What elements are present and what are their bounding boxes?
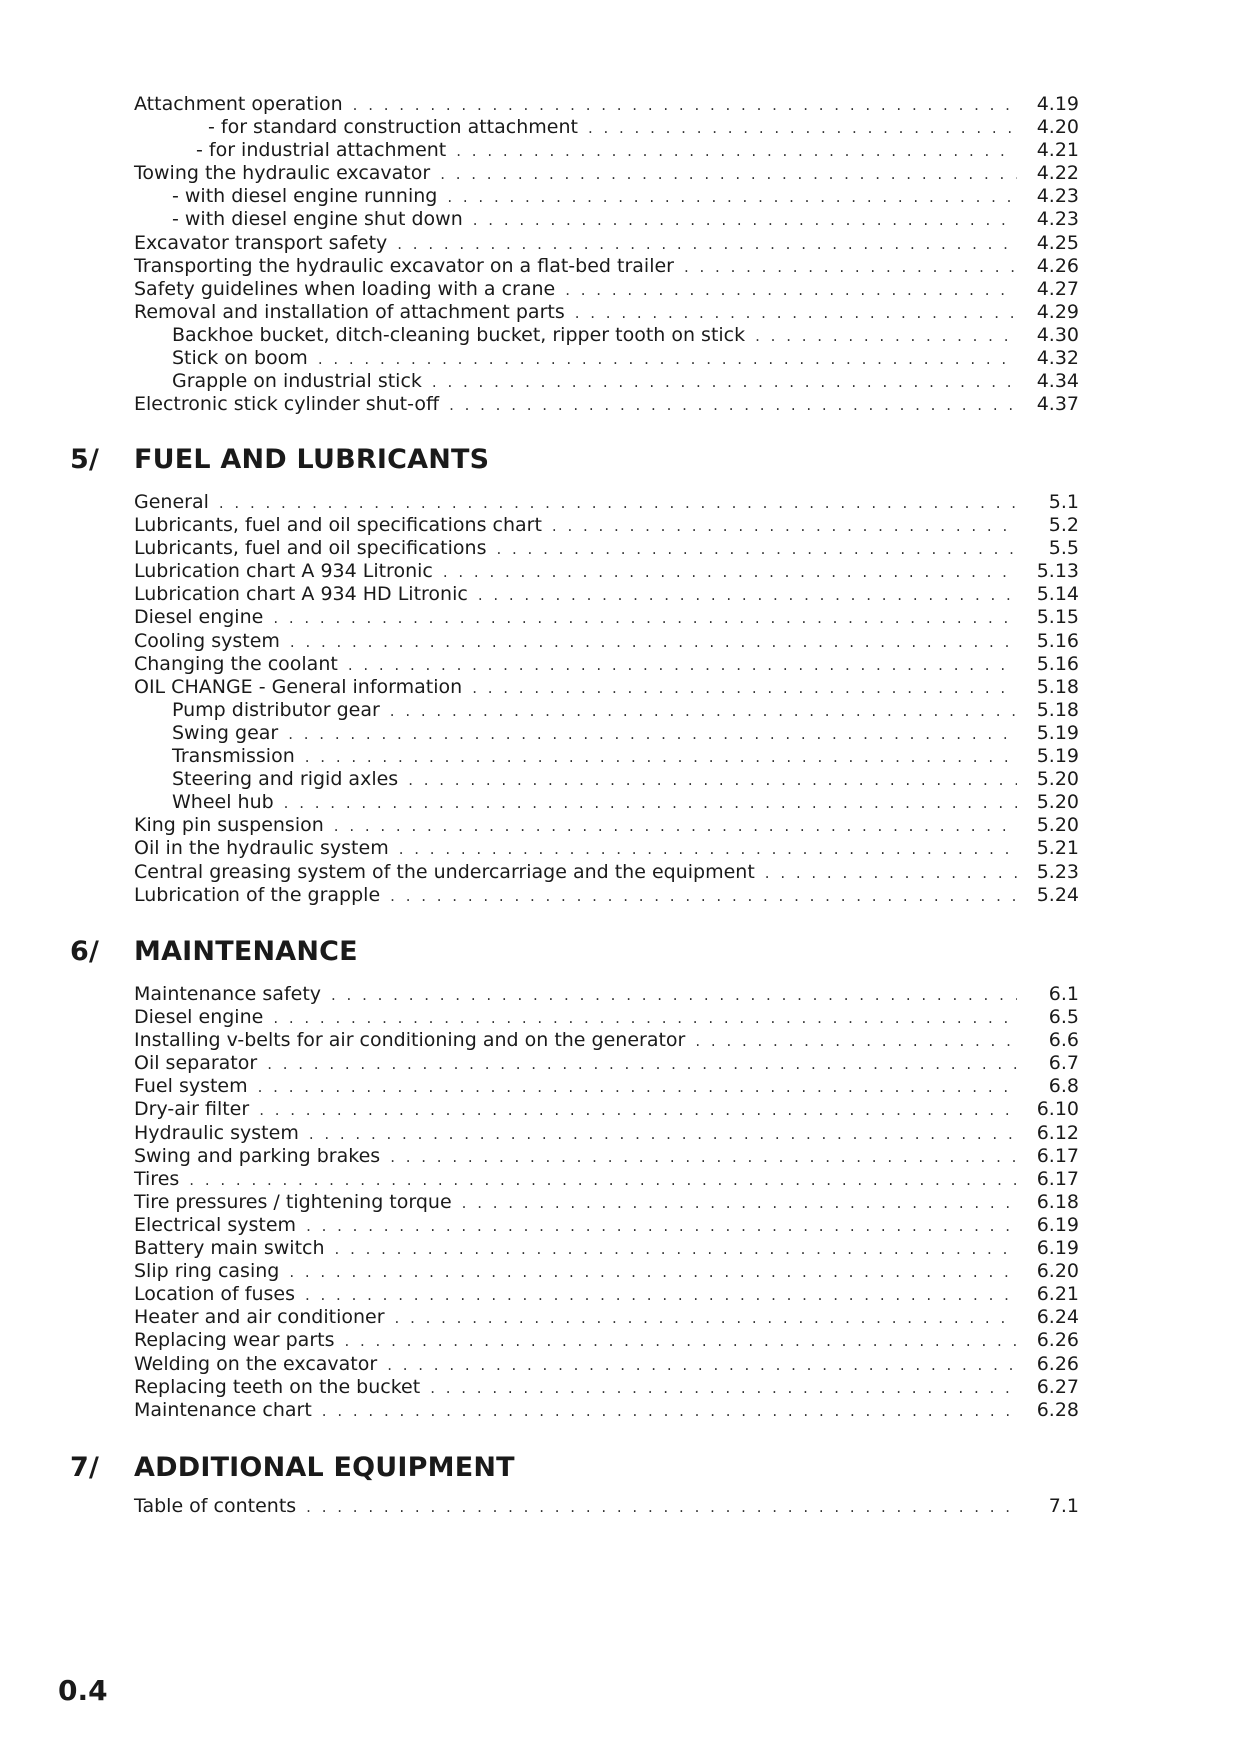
dot-leader bbox=[305, 1284, 1017, 1307]
toc-entry bbox=[134, 791, 1079, 814]
dot-leader bbox=[306, 1215, 1017, 1238]
toc-entry-title: Diesel engine bbox=[134, 1006, 264, 1029]
dot-leader bbox=[408, 769, 1017, 792]
dot-leader bbox=[387, 1354, 1017, 1377]
toc-entry-title: Excavator transport safety bbox=[134, 231, 388, 254]
toc-entry-title: - with diesel engine shut down bbox=[172, 208, 463, 231]
toc-entry-title: - for standard construction attachment bbox=[208, 116, 578, 139]
dot-leader bbox=[397, 233, 1017, 256]
toc-entry-title: Slip ring casing bbox=[134, 1260, 280, 1283]
toc-entry-title: Grapple on industrial stick bbox=[172, 370, 422, 393]
toc-section-5 bbox=[134, 491, 1079, 907]
toc-entry-page: 5.18 bbox=[1036, 675, 1079, 698]
toc-entry-title: Oil separator bbox=[134, 1052, 258, 1075]
dot-leader bbox=[432, 371, 1017, 394]
toc-entry-title: Installing v-belts for air conditioning and on the generator bbox=[134, 1029, 686, 1052]
toc-entry-page: 6.19 bbox=[1036, 1237, 1079, 1260]
toc-entry-title: Lubrication chart A 934 HD Litronic bbox=[134, 583, 468, 606]
dot-leader bbox=[456, 140, 1017, 163]
dot-leader bbox=[331, 984, 1017, 1007]
toc-entry bbox=[134, 162, 1079, 185]
toc-entry bbox=[134, 1399, 1079, 1422]
toc-entry-title: Fuel system bbox=[134, 1075, 248, 1098]
dot-leader bbox=[552, 515, 1017, 538]
dot-leader bbox=[284, 792, 1017, 815]
toc-entry bbox=[134, 537, 1079, 560]
toc-entry bbox=[134, 1006, 1079, 1029]
toc-entry-page: 4.30 bbox=[1036, 323, 1079, 346]
toc-entry-page: 6.8 bbox=[1048, 1075, 1079, 1098]
section-number: 7/ bbox=[70, 1452, 100, 1483]
section-number: 6/ bbox=[70, 936, 100, 967]
dot-leader bbox=[348, 654, 1017, 677]
dot-leader bbox=[189, 1169, 1017, 1192]
toc-entry-page: 6.26 bbox=[1036, 1352, 1079, 1375]
toc-entry bbox=[134, 699, 1079, 722]
toc-entry-page: 5.20 bbox=[1036, 768, 1079, 791]
dot-leader bbox=[344, 1330, 1017, 1353]
toc-entry-title: Backhoe bucket, ditch-cleaning bucket, ripper tooth on stick bbox=[172, 323, 746, 346]
toc-entry-page: 5.19 bbox=[1036, 721, 1079, 744]
toc-entry-page: 4.21 bbox=[1036, 139, 1079, 162]
dot-leader bbox=[259, 1099, 1017, 1122]
toc-entry bbox=[134, 1075, 1079, 1098]
toc-entry-title: Maintenance chart bbox=[134, 1398, 312, 1421]
toc-entry bbox=[134, 232, 1079, 255]
toc-entry-page: 6.17 bbox=[1036, 1144, 1079, 1167]
toc-entry-title: Lubrication chart A 934 Litronic bbox=[134, 560, 433, 583]
toc-entry bbox=[134, 1283, 1079, 1306]
toc-entry-page: 5.20 bbox=[1036, 814, 1079, 837]
toc-entry bbox=[134, 722, 1079, 745]
dot-leader bbox=[290, 631, 1017, 654]
toc-entry bbox=[134, 278, 1079, 301]
toc-entry bbox=[134, 1353, 1079, 1376]
toc-entry-page: 6.26 bbox=[1036, 1329, 1079, 1352]
toc-entry-page: 6.18 bbox=[1036, 1190, 1079, 1213]
dot-leader bbox=[755, 325, 1017, 348]
toc-entry-page: 6.10 bbox=[1036, 1098, 1079, 1121]
toc-entry-page: 5.18 bbox=[1036, 698, 1079, 721]
toc-entry-page: 4.23 bbox=[1036, 185, 1079, 208]
toc-entry-title: - for industrial attachment bbox=[196, 139, 447, 162]
toc-entry-page: 5.24 bbox=[1036, 883, 1079, 906]
toc-entry-title: Changing the coolant bbox=[134, 652, 338, 675]
toc-entry bbox=[134, 1329, 1079, 1352]
dot-leader bbox=[430, 1377, 1017, 1400]
toc-entry bbox=[134, 983, 1079, 1006]
dot-leader bbox=[390, 885, 1017, 908]
toc-entry-title: OIL CHANGE - General information bbox=[134, 675, 463, 698]
toc-entry-page: 5.14 bbox=[1036, 583, 1079, 606]
toc-entry-title: Location of fuses bbox=[134, 1283, 295, 1306]
dot-leader bbox=[289, 1261, 1017, 1284]
section-heading-6 bbox=[70, 936, 358, 967]
toc-entry-title: Heater and air conditioner bbox=[134, 1306, 385, 1329]
dot-leader bbox=[267, 1053, 1017, 1076]
toc-entry-page: 6.7 bbox=[1048, 1052, 1079, 1075]
dot-leader bbox=[588, 117, 1017, 140]
dot-leader bbox=[258, 1076, 1017, 1099]
dot-leader bbox=[288, 723, 1017, 746]
toc-entry bbox=[134, 768, 1079, 791]
toc-entry-page: 4.26 bbox=[1036, 254, 1079, 277]
dot-leader bbox=[273, 607, 1017, 630]
toc-entry-title: Battery main switch bbox=[134, 1237, 325, 1260]
toc-entry bbox=[134, 1029, 1079, 1052]
section-number: 5/ bbox=[70, 444, 100, 475]
footer-page-number: 0.4 bbox=[58, 1674, 108, 1707]
toc-entry-page: 5.19 bbox=[1036, 745, 1079, 768]
toc-entry-title: Replacing wear parts bbox=[134, 1329, 335, 1352]
dot-leader bbox=[440, 163, 1017, 186]
section-heading-7 bbox=[70, 1452, 515, 1483]
toc-entry-title: Stick on boom bbox=[172, 347, 308, 370]
toc-entry-title: Maintenance safety bbox=[134, 983, 322, 1005]
toc-entry-page: 5.13 bbox=[1036, 560, 1079, 583]
toc-entry-page: 5.23 bbox=[1036, 860, 1079, 883]
dot-leader bbox=[684, 256, 1017, 279]
toc-entry-page: 6.1 bbox=[1048, 983, 1079, 1005]
toc-entry-page: 6.28 bbox=[1036, 1398, 1079, 1421]
dot-leader bbox=[496, 538, 1017, 561]
dot-leader bbox=[306, 1496, 1017, 1519]
toc-entry bbox=[134, 814, 1079, 837]
toc-entry bbox=[134, 884, 1079, 907]
toc-entry-page: 5.20 bbox=[1036, 791, 1079, 814]
toc-entry-title: Safety guidelines when loading with a crane bbox=[134, 277, 556, 300]
toc-entry bbox=[134, 491, 1079, 514]
toc-section-7 bbox=[134, 1495, 1079, 1518]
toc-entry-page: 6.6 bbox=[1048, 1029, 1079, 1052]
dot-leader bbox=[695, 1030, 1017, 1053]
toc-entry-title: Tire pressures / tightening torque bbox=[134, 1190, 452, 1213]
toc-entry bbox=[134, 393, 1079, 416]
toc-entry bbox=[134, 676, 1079, 699]
toc-entry-page: 4.22 bbox=[1036, 162, 1079, 185]
dot-leader bbox=[390, 700, 1017, 723]
toc-entry-page: 5.15 bbox=[1036, 606, 1079, 629]
toc-entry bbox=[134, 1098, 1079, 1121]
dot-leader bbox=[309, 1123, 1017, 1146]
toc-entry bbox=[134, 1376, 1079, 1399]
toc-entry-title: Dry-air filter bbox=[134, 1098, 250, 1121]
toc-entry-page: 5.16 bbox=[1036, 652, 1079, 675]
toc-section-6 bbox=[134, 983, 1079, 1422]
section-title: MAINTENANCE bbox=[134, 936, 358, 967]
toc-entry bbox=[134, 583, 1079, 606]
toc-entry-page: 4.27 bbox=[1036, 277, 1079, 300]
toc-entry-title: Swing and parking brakes bbox=[134, 1144, 381, 1167]
dot-leader bbox=[353, 94, 1017, 117]
dot-leader bbox=[443, 561, 1017, 584]
toc-entry bbox=[134, 630, 1079, 653]
toc-entry-title: Tires bbox=[134, 1167, 180, 1190]
toc-entry bbox=[134, 1168, 1079, 1191]
toc-entry bbox=[134, 324, 1079, 347]
toc-entry-page: 7.1 bbox=[1048, 1495, 1079, 1517]
dot-leader bbox=[399, 838, 1017, 861]
toc-entry-title: Wheel hub bbox=[172, 791, 274, 814]
dot-leader bbox=[473, 209, 1017, 232]
toc-entry bbox=[134, 347, 1079, 370]
toc-entry bbox=[134, 255, 1079, 278]
dot-leader bbox=[575, 302, 1017, 325]
toc-entry bbox=[134, 745, 1079, 768]
toc-entry bbox=[134, 606, 1079, 629]
toc-entry bbox=[134, 1145, 1079, 1168]
toc-entry-title: Lubricants, fuel and oil specifications bbox=[134, 537, 487, 560]
dot-leader bbox=[478, 584, 1017, 607]
toc-entry bbox=[134, 653, 1079, 676]
dot-leader bbox=[472, 677, 1017, 700]
toc-entry-title: Welding on the excavator bbox=[134, 1352, 378, 1375]
toc-entry bbox=[134, 560, 1079, 583]
toc-entry bbox=[134, 1191, 1079, 1214]
toc-section-4-continued bbox=[134, 93, 1079, 416]
toc-entry bbox=[134, 301, 1079, 324]
section-title: ADDITIONAL EQUIPMENT bbox=[134, 1452, 515, 1483]
toc-entry-title: Lubricants, fuel and oil specifications chart bbox=[134, 514, 542, 537]
toc-entry-page: 5.16 bbox=[1036, 629, 1079, 652]
toc-entry-page: 5.5 bbox=[1048, 537, 1079, 560]
dot-leader bbox=[334, 815, 1017, 838]
section-heading-5 bbox=[70, 444, 489, 475]
toc-entry-page: 5.21 bbox=[1036, 837, 1079, 860]
section-title: FUEL AND LUBRICANTS bbox=[134, 444, 490, 475]
toc-entry-page: 4.25 bbox=[1036, 231, 1079, 254]
toc-entry-page: 4.29 bbox=[1036, 300, 1079, 323]
dot-leader bbox=[765, 862, 1017, 885]
toc-entry-page: 6.24 bbox=[1036, 1306, 1079, 1329]
toc-entry bbox=[134, 1052, 1079, 1075]
toc-entry-page: 4.23 bbox=[1036, 208, 1079, 231]
toc-entry-title: Steering and rigid axles bbox=[172, 768, 399, 791]
toc-entry bbox=[134, 1306, 1079, 1329]
dot-leader bbox=[335, 1238, 1017, 1261]
toc-entry bbox=[134, 208, 1079, 231]
toc-entry-page: 6.20 bbox=[1036, 1260, 1079, 1283]
toc-entry bbox=[134, 116, 1079, 139]
toc-entry-title: King pin suspension bbox=[134, 814, 324, 837]
toc-entry-title: Oil in the hydraulic system bbox=[134, 837, 389, 860]
toc-entry-page: 6.19 bbox=[1036, 1213, 1079, 1236]
toc-entry-page: 4.37 bbox=[1036, 393, 1079, 416]
dot-leader bbox=[447, 186, 1017, 209]
dot-leader bbox=[449, 394, 1017, 417]
toc-entry-page: 4.19 bbox=[1036, 93, 1079, 115]
toc-entry bbox=[134, 93, 1079, 116]
dot-leader bbox=[318, 348, 1017, 371]
toc-entry-title: Lubrication of the grapple bbox=[134, 883, 381, 906]
toc-entry-title: Table of contents bbox=[134, 1495, 297, 1517]
toc-entry-title: - with diesel engine running bbox=[172, 185, 438, 208]
dot-leader bbox=[273, 1007, 1017, 1030]
dot-leader bbox=[219, 492, 1017, 515]
toc-entry-page: 5.1 bbox=[1048, 491, 1079, 513]
toc-entry bbox=[134, 514, 1079, 537]
toc-entry-title: Pump distributor gear bbox=[172, 698, 380, 721]
toc-entry-page: 6.5 bbox=[1048, 1006, 1079, 1029]
toc-entry-page: 4.32 bbox=[1036, 347, 1079, 370]
toc-entry-title: Swing gear bbox=[172, 721, 279, 744]
toc-entry bbox=[134, 1495, 1079, 1518]
dot-leader bbox=[390, 1146, 1017, 1169]
toc-entry-page: 6.27 bbox=[1036, 1375, 1079, 1398]
toc-entry-title: Cooling system bbox=[134, 629, 280, 652]
toc-entry bbox=[134, 1214, 1079, 1237]
toc-entry-title: Replacing teeth on the bucket bbox=[134, 1375, 421, 1398]
toc-entry-page: 6.21 bbox=[1036, 1283, 1079, 1306]
dot-leader bbox=[305, 746, 1017, 769]
toc-entry-title: General bbox=[134, 491, 209, 513]
dot-leader bbox=[565, 279, 1017, 302]
dot-leader bbox=[462, 1192, 1017, 1215]
toc-entry-title: Electrical system bbox=[134, 1213, 297, 1236]
toc-entry bbox=[134, 837, 1079, 860]
toc-entry bbox=[134, 1122, 1079, 1145]
dot-leader bbox=[322, 1400, 1017, 1423]
toc-entry-title: Electronic stick cylinder shut-off bbox=[134, 393, 440, 416]
toc-entry-title: Hydraulic system bbox=[134, 1121, 299, 1144]
toc-entry-title: Towing the hydraulic excavator bbox=[134, 162, 431, 185]
toc-entry-title: Transporting the hydraulic excavator on a flat-bed trailer bbox=[134, 254, 674, 277]
toc-entry-page: 6.12 bbox=[1036, 1121, 1079, 1144]
toc-entry-title: Transmission bbox=[172, 745, 295, 768]
toc-entry-title: Central greasing system of the undercarriage and the equipment bbox=[134, 860, 755, 883]
toc-entry-title: Attachment operation bbox=[134, 93, 343, 115]
toc-entry bbox=[134, 370, 1079, 393]
toc-entry-page: 4.34 bbox=[1036, 370, 1079, 393]
toc-entry bbox=[134, 1260, 1079, 1283]
toc-entry-page: 6.17 bbox=[1036, 1167, 1079, 1190]
toc-entry bbox=[134, 1237, 1079, 1260]
dot-leader bbox=[395, 1307, 1017, 1330]
toc-entry-page: 4.20 bbox=[1036, 116, 1079, 139]
toc-entry bbox=[134, 139, 1079, 162]
toc-entry-title: Removal and installation of attachment parts bbox=[134, 300, 565, 323]
toc-entry bbox=[134, 185, 1079, 208]
toc-entry bbox=[134, 861, 1079, 884]
toc-entry-title: Diesel engine bbox=[134, 606, 264, 629]
toc-entry-page: 5.2 bbox=[1048, 514, 1079, 537]
